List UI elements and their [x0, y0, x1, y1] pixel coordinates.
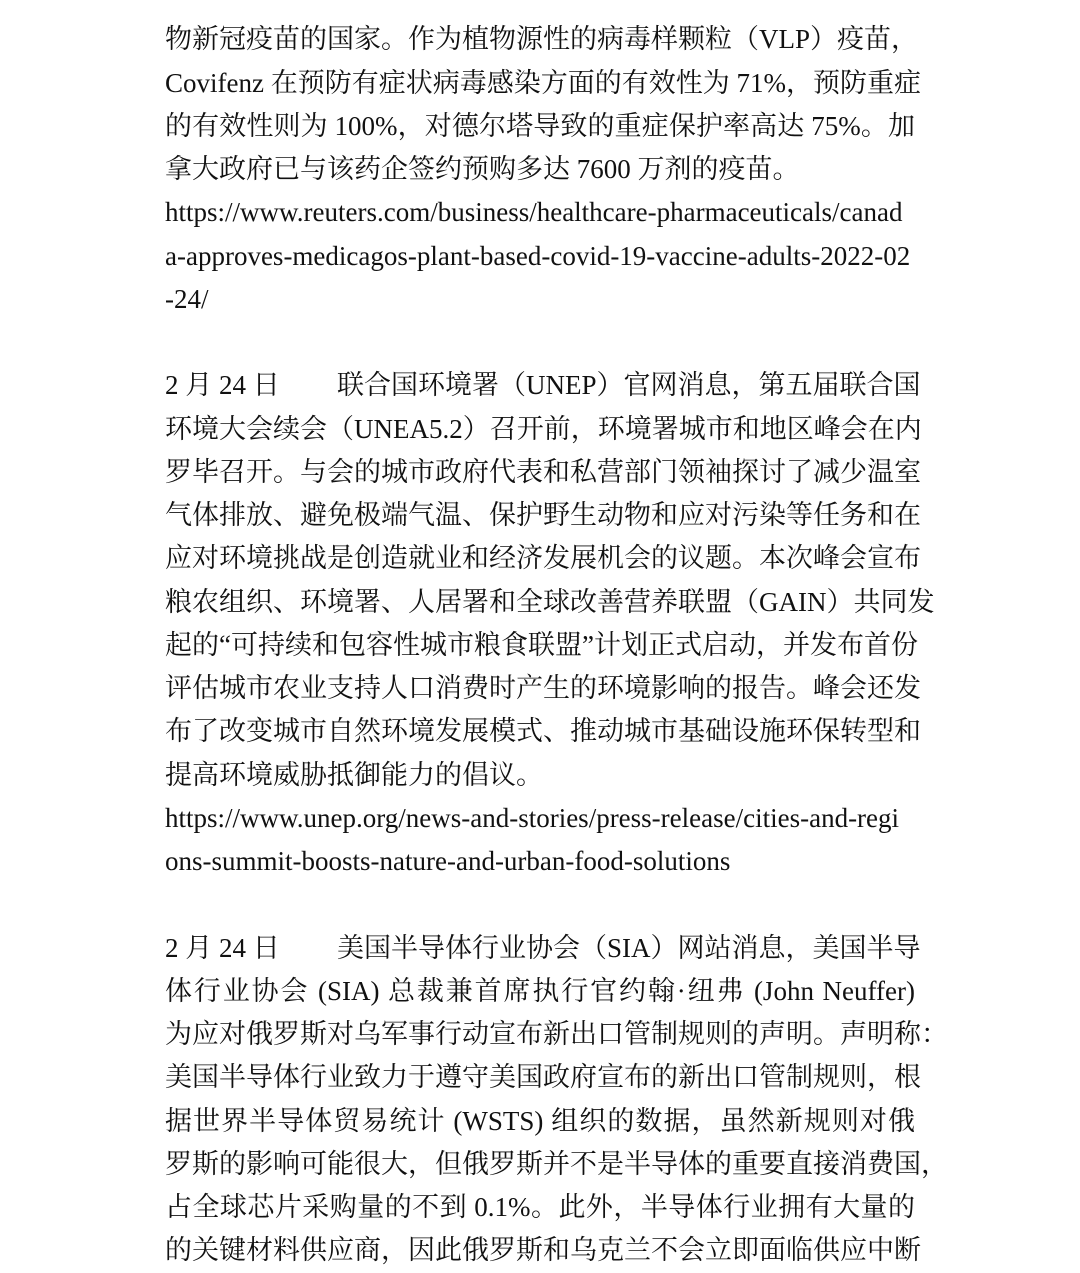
body-line: 环境大会续会（UNEA5.2）召开前，环境署城市和地区峰会在内 — [165, 413, 922, 444]
body-line: 为应对俄罗斯对乌军事行动宣布新出口管制规则的声明。声明称： — [165, 1019, 948, 1050]
body-line: 的有效性则为 100%，对德尔塔导致的重症保护率高达 75%。加 — [165, 110, 915, 141]
body-line: 美国半导体行业致力于遵守美国政府宣布的新出口管制规则，根 — [165, 1062, 921, 1093]
body-line: 物新冠疫苗的国家。作为植物源性的病毒样颗粒（VLP）疫苗， — [165, 24, 919, 55]
body-line: 拿大政府已与该药企签约预购多达 7600 万剂的疫苗。 — [165, 154, 800, 185]
entry-date: 2 月 24 日 — [165, 370, 280, 401]
body-line: 罗毕召开。与会的城市政府代表和私营部门领袖探讨了减少温室 — [165, 456, 921, 487]
body-line: 应对环境挑战是创造就业和经济发展机会的议题。本次峰会宣布 — [165, 543, 921, 574]
news-entry — [165, 927, 948, 1273]
body-line: 粮农组织、环境署、人居署和全球改善营养联盟（GAIN）共同发 — [165, 586, 935, 617]
body-line: 提高环境威胁抵御能力的倡议。 — [165, 759, 543, 790]
body-line-text: 联合国环境署（UNEP）官网消息，第五届联合国 — [337, 370, 921, 401]
source-url-line: https://www.reuters.com/business/healthcare-pharmaceuticals/canad — [165, 197, 903, 228]
body-line: 的关键材料供应商，因此俄罗斯和乌克兰不会立即面临供应中断 — [165, 1235, 921, 1266]
source-url-line: -24/ — [165, 283, 209, 314]
body-line — [165, 364, 921, 407]
body-line — [165, 927, 921, 970]
source-url-line: ons-summit-boosts-nature-and-urban-food-solutions — [165, 846, 731, 877]
body-line: 气体排放、避免极端气温、保护野生动物和应对污染等任务和在 — [165, 500, 921, 531]
source-url-line: a-approves-medicagos-plant-based-covid-19-vaccine-adults-2022-02 — [165, 240, 911, 271]
body-line: Covifenz 在预防有症状病毒感染方面的有效性为 71%，预防重症 — [165, 67, 921, 98]
news-entry — [165, 364, 935, 883]
body-line: 占全球芯片采购量的不到 0.1%。此外，半导体行业拥有大量的 — [165, 1192, 915, 1223]
body-line: 布了改变城市自然环境发展模式、推动城市基础设施环保转型和 — [165, 716, 921, 747]
body-line-text: 美国半导体行业协会（SIA）网站消息，美国半导 — [337, 932, 921, 963]
news-entry — [165, 18, 921, 321]
body-line: 据世界半导体贸易统计 (WSTS) 组织的数据，虽然新规则对俄 — [165, 1105, 915, 1136]
body-line: 罗斯的影响可能很大，但俄罗斯并不是半导体的重要直接消费国， — [165, 1148, 948, 1179]
body-line: 评估城市农业支持人口消费时产生的环境影响的报告。峰会还发 — [165, 673, 921, 704]
entry-date: 2 月 24 日 — [165, 932, 280, 963]
source-url-line: https://www.unep.org/news-and-stories/press-release/cities-and-regi — [165, 802, 900, 833]
body-line: 起的“可持续和包容性城市粮食联盟”计划正式启动，并发布首份 — [165, 629, 918, 660]
body-line: 体行业协会 (SIA) 总裁兼首席执行官约翰·纽弗 (John Neuffer) — [165, 975, 915, 1006]
